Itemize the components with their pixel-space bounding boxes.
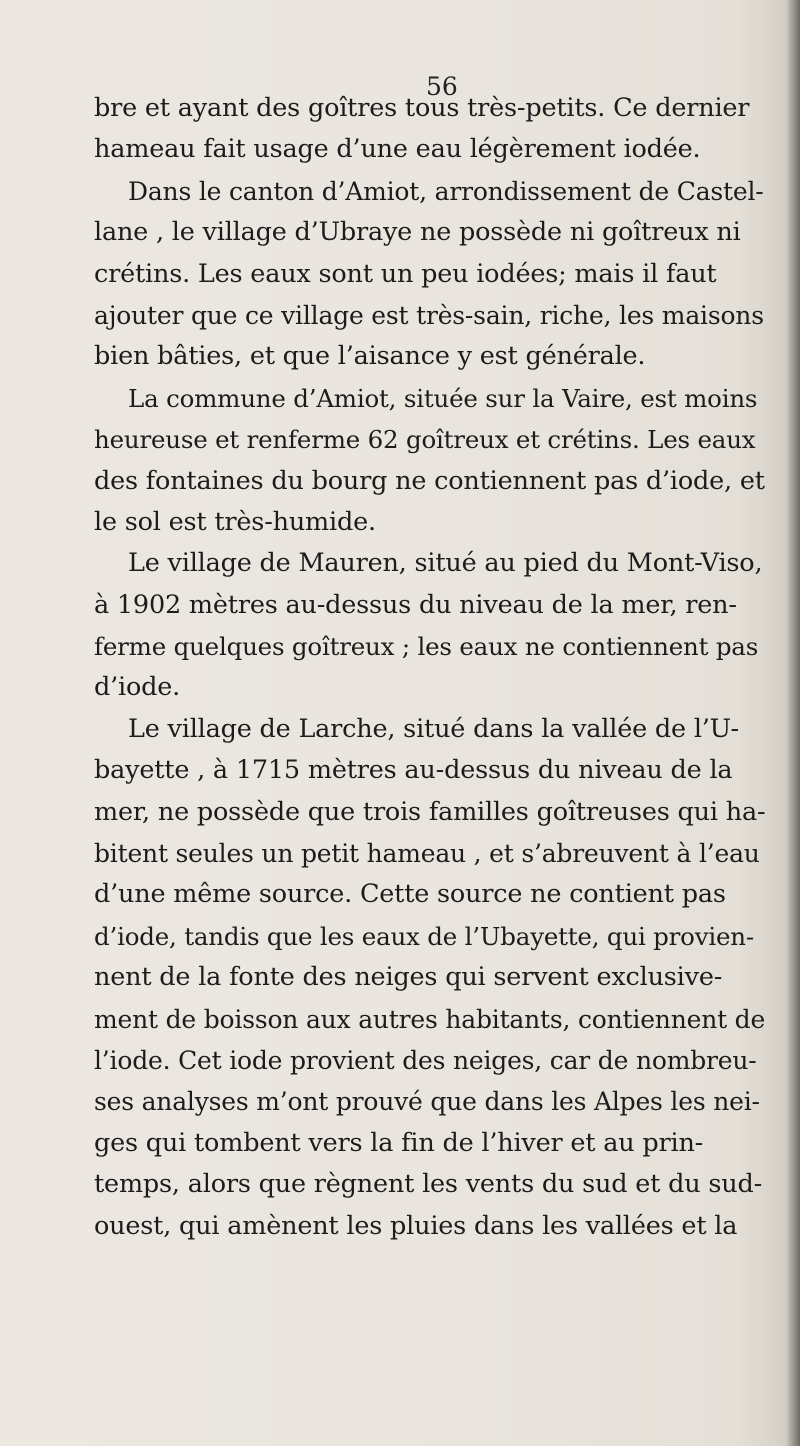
text-line: le sol est très-humide. bbox=[94, 506, 376, 537]
text-line: hameau fait usage d’une eau légèrement iodée. bbox=[94, 134, 701, 165]
text-line: l’iode. Cet iode provient des neiges, car de nombreu- bbox=[94, 1045, 757, 1075]
text-line: d’iode. bbox=[94, 672, 181, 703]
text-line: ment de boisson aux autres habitants, contiennent de bbox=[94, 1004, 766, 1034]
text-line: Le village de Mauren, situé au pied du Mont-Viso, bbox=[128, 548, 763, 579]
text-line: d’une même source. Cette source ne contient pas bbox=[94, 879, 726, 910]
page-edge-shadow bbox=[786, 0, 800, 1446]
text-line: à 1902 mètres au-dessus du niveau de la mer, ren- bbox=[94, 589, 737, 620]
text-line: bayette , à 1715 mètres au-dessus du niveau de la bbox=[94, 755, 733, 786]
text-line: La commune d’Amiot, située sur la Vaire, est moins bbox=[128, 383, 758, 413]
text-line: d’iode, tandis que les eaux de l’Ubayette, qui provien- bbox=[94, 921, 754, 951]
text-line: heureuse et renferme 62 goîtreux et crétins. Les eaux bbox=[94, 425, 756, 455]
text-line: temps, alors que règnent les vents du sud et du sud- bbox=[94, 1169, 763, 1200]
text-line: ges qui tombent vers la fin de l’hiver et au prin- bbox=[94, 1127, 704, 1158]
text-line: des fontaines du bourg ne contiennent pas d’iode, et bbox=[94, 465, 765, 496]
text-line: ses analyses m’ont prouvé que dans les Alpes les nei- bbox=[94, 1087, 760, 1117]
text-line: Le village de Larche, situé dans la vallée de l’U- bbox=[128, 713, 739, 744]
text-line: ajouter que ce village est très-sain, riche, les maisons bbox=[94, 300, 764, 330]
text-line: bien bâties, et que l’aisance y est générale. bbox=[94, 341, 646, 372]
text-line: crétins. Les eaux sont un peu iodées; mais il faut bbox=[94, 258, 717, 289]
page-number: 56 bbox=[426, 72, 458, 101]
text-line: mer, ne possède que trois familles goîtreuses qui ha- bbox=[94, 796, 766, 827]
text-line: lane , le village d’Ubraye ne possède ni goîtreux ni bbox=[94, 217, 741, 248]
text-line: nent de la fonte des neiges qui servent exclusive- bbox=[94, 962, 723, 993]
text-line: bitent seules un petit hameau , et s’abreuvent à l’eau bbox=[94, 839, 760, 869]
body-text bbox=[94, 88, 766, 1247]
text-line: Dans le canton d’Amiot, arrondissement de Castel- bbox=[128, 176, 764, 206]
text-line: bre et ayant des goîtres tous très-petits. Ce dernier bbox=[94, 93, 750, 123]
text-line: ouest, qui amènent les pluies dans les vallées et la bbox=[94, 1210, 738, 1241]
text-line: ferme quelques goîtreux ; les eaux ne contiennent pas bbox=[94, 632, 759, 662]
